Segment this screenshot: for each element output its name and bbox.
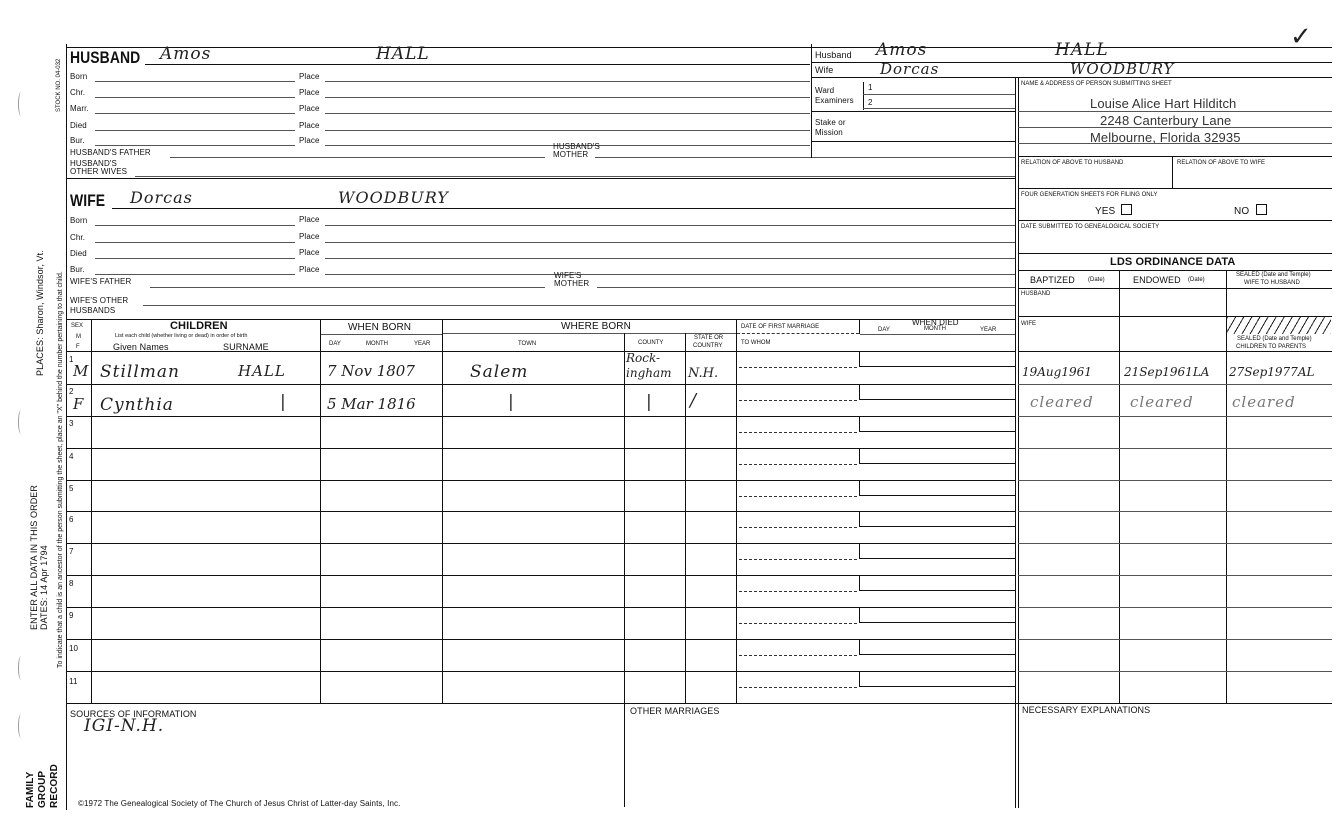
submitter-line-1 [1018,111,1332,112]
husband-section-bottom [66,178,1016,179]
row-number: 4 [69,452,74,461]
husband-died-place-label: Place [299,121,320,130]
child-2-endowed: cleared [1130,393,1194,411]
ancestor-instruction: To indicate that a child is an ancestor of the person submitting the sheet, place an "X" behind the number pertaining to that child. [57,271,64,668]
marriage-dash [739,559,857,560]
died-subline [860,334,1015,335]
born-day-header: DAY [329,341,341,347]
child-1-state: N.H. [688,366,719,381]
child-1-surname: HALL [238,362,286,380]
lds-wife-row: WIFE [1021,321,1036,327]
binder-hole-mark [18,714,24,738]
lds-title: LDS ORDINANCE DATA [1110,256,1236,268]
date-submitted-label: DATE SUBMITTED TO GENEALOGICAL SOCIETY [1021,224,1160,230]
row-number: 7 [69,547,74,556]
wife-born-date-line [95,225,295,226]
sealed-children-header-2: CHILDREN TO PARENTS [1236,344,1307,350]
form-title-record: RECORD [49,764,60,808]
lds-header-line [1018,288,1332,289]
topright-wife-surname: WOODBURY [1070,60,1175,78]
child-1-sex: M [73,362,90,380]
husband-died-label: Died [70,121,87,130]
right-column-divider-double [1018,77,1019,808]
died-bracket [859,575,1016,591]
right-column-divider [1015,77,1016,808]
endowed-date-header: (Date) [1188,277,1205,283]
died-bracket [859,448,1016,464]
husband-surname: HALL [376,44,430,64]
child-1-county-1: Rock- [626,351,661,365]
child-2-sealed: cleared [1232,393,1296,411]
submitter-line-2 [1018,127,1332,128]
died-bracket [859,384,1016,400]
col-county [685,333,686,704]
marriage-dash [739,623,857,624]
husbands-other-wives-line [135,176,1015,177]
husband-marr-date-line [95,113,295,114]
row-number: 3 [69,419,74,428]
wife-given-name: Dorcas [130,188,193,207]
table-bottom-line [66,703,1332,704]
col-died-header [859,319,860,334]
left-border [66,44,67,810]
wife-chr-place-line [325,242,1015,243]
stake-bottom-line [811,141,1016,142]
husband-died-place-line [325,130,810,131]
husbands-other-wives-label-2: OTHER WIVES [70,167,128,176]
form-title-group: GROUP [37,770,48,808]
husbands-mother-label-1: HUSBAND'S [553,142,600,151]
checkmark-icon: ✓ [1290,22,1313,52]
marriage-dash [739,432,857,433]
husband-chr-place-line [325,97,810,98]
marriage-dash [739,591,857,592]
submitter-street: 2248 Canterbury Lane [1100,113,1232,128]
wife-chr-label: Chr. [70,233,86,242]
husband-label: HUSBAND [70,48,141,67]
yes-label: YES [1095,206,1116,217]
ward-label: Ward [815,86,835,95]
marriage-dash [739,400,857,401]
marriage-dash [739,687,857,688]
examiner-2-line [863,108,1015,109]
four-gen-bottom [1018,220,1332,221]
sex-f-header: F [76,344,80,350]
state-header-1: STATE OR [694,335,724,341]
wife-born-place-label: Place [299,215,320,224]
state-header-2: COUNTRY [693,343,723,349]
places-note: PLACES: Sharon, Windsor, Vt. [35,250,45,376]
child-1-baptized: 19Aug1961 [1022,365,1092,379]
topright-wife-line [811,77,1332,78]
sources-label: SOURCES OF INFORMATION [70,709,197,719]
wife-died-label: Died [70,249,87,258]
enter-all-data-note: ENTER ALL DATA IN THIS ORDER [29,485,39,630]
no-label: NO [1234,206,1250,217]
died-year-header: YEAR [980,327,997,333]
lds-row-line [1018,384,1332,385]
died-bracket [859,607,1016,623]
sources-value: IGI-N.H. [84,716,165,736]
lds-row-line [1018,416,1332,417]
husbands-mother-line [595,157,1015,158]
husband-bur-date-line [95,145,295,146]
binder-hole-mark [18,656,24,680]
wifes-mother-label-2: MOTHER [554,279,590,288]
wifes-other-husbands-line [143,305,1015,306]
marriage-dash [739,464,857,465]
col-town [624,333,625,704]
husband-marr-place-label: Place [299,104,320,113]
wife-died-place-line [325,258,1015,259]
baptized-date-header: (Date) [1088,277,1105,283]
died-day-header: DAY [878,327,890,333]
wife-born-place-line [325,225,1015,226]
relation-to-wife-label: RELATION OF ABOVE TO WIFE [1177,160,1266,166]
child-2-born: 5 Mar 1816 [327,395,416,413]
lds-children-header-bottom [1018,351,1332,352]
submitter-bottom [1018,156,1332,157]
necessary-explanations-label: NECESSARY EXPLANATIONS [1022,705,1151,715]
husband-born-place-label: Place [299,72,320,81]
marriage-dash [739,367,857,368]
husbands-father-label: HUSBAND'S FATHER [70,148,151,157]
husband-chr-date-line [95,97,295,98]
wifes-mother-line [597,287,1015,288]
copyright: ©1972 The Genealogical Society of The Church of Jesus Christ of Latter-day Saints, Inc. [78,799,401,808]
sealed-children-header-1: SEALED (Date and Temple) [1237,336,1312,342]
lds-row-line [1018,480,1332,481]
husband-marr-label: Marr. [70,104,89,113]
wife-chr-place-label: Place [299,232,320,241]
died-bracket [859,416,1016,432]
yes-checkbox[interactable] [1121,204,1132,215]
child-1-born: 7 Nov 1807 [327,362,415,380]
died-bracket [859,511,1016,527]
marriage-dash [739,655,857,656]
husband-chr-label: Chr. [70,88,86,97]
row-number: 11 [69,677,78,686]
child-1-sealed: 27Sep1977AL [1229,365,1315,379]
husband-born-date-line [95,81,295,82]
died-month-header: MONTH [924,326,946,332]
child-1-endowed: 21Sep1961LA [1124,365,1210,379]
sealed-wife-hatch [1227,317,1331,334]
husbands-father-line [170,157,545,158]
child-2-baptized: cleared [1030,393,1094,411]
child-2-sex: F [73,395,85,413]
wife-bur-date-line [95,274,295,275]
to-whom-header: TO WHOM [741,340,771,346]
marriage-dash [739,496,857,497]
row-number: 8 [69,579,74,588]
wife-bur-label: Bur. [70,265,85,274]
row-number: 6 [69,515,74,524]
four-gen-label: FOUR GENERATION SHEETS FOR FILING ONLY [1021,192,1158,198]
wife-name-line [112,208,1015,209]
child-2-county: | [646,392,653,412]
relation-bottom [1018,188,1332,189]
topright-husband-given: Amos [876,40,928,60]
topright-wife-given: Dorcas [880,60,940,78]
wife-died-place-label: Place [299,248,320,257]
row-number: 2 [69,387,74,396]
child-1-town: Salem [470,362,529,382]
husband-chr-place-label: Place [299,88,320,97]
form-title-family: FAMILY [25,771,36,808]
wifes-father-line [150,287,545,288]
where-born-subline [443,333,736,334]
wife-chr-date-line [95,242,295,243]
surname-header: SURNAME [223,342,269,352]
child-2-state: / [690,390,698,411]
ward-bottom-line [811,111,1016,112]
wife-died-date-line [95,258,295,259]
examiners-label: Examiners [815,96,854,105]
mission-label: Mission [815,128,843,137]
child-2-town: | [508,392,515,412]
child-1-given: Stillman [100,362,180,382]
husband-bur-label: Bur. [70,136,85,145]
stake-label: Stake or [815,118,846,127]
date-submitted-bottom [1018,253,1332,254]
given-names-header: Given Names [113,342,169,352]
wifes-father-label: WIFE'S FATHER [70,277,132,286]
row-number: 5 [69,484,74,493]
relation-divider [1172,156,1173,188]
born-month-header: MONTH [366,341,388,347]
when-born-header: WHEN BORN [348,322,412,333]
children-header: CHILDREN [170,320,228,332]
wife-born-label: Born [70,216,88,225]
row-number: 1 [69,355,74,364]
relation-to-husband-label: RELATION OF ABOVE TO HUSBAND [1021,160,1124,166]
lds-row-line [1018,671,1332,672]
marriage-subline [737,333,859,334]
lds-row-line [1018,639,1332,640]
children-note: List each child (whether living or dead) in order of birth [115,333,248,339]
stock-number: STOCK NO. 04-032 [56,58,62,112]
examiners-divider [863,82,864,110]
child-2-surname: | [280,392,287,412]
where-born-header: WHERE BORN [561,321,631,332]
husbands-mother-label-2: MOTHER [553,150,589,159]
wife-label: WIFE [70,191,106,210]
marriage-dash [739,527,857,528]
submitter-header: NAME & ADDRESS OF PERSON SUBMITTING SHEET [1021,81,1172,87]
husbands-other-wives-label-1: HUSBAND'S [70,159,117,168]
husband-bur-place-label: Place [299,136,320,145]
row-number: 9 [69,611,74,620]
topright-husband-label: Husband [815,50,852,60]
submitter-line-3 [1018,143,1332,144]
binder-hole-mark [18,410,24,434]
lds-row-line [1018,607,1332,608]
row-number: 10 [69,644,79,653]
sex-m-header: M [76,334,81,340]
born-year-header: YEAR [414,341,431,347]
examiner-1: 1 [868,83,873,92]
topright-wife-label: Wife [815,65,834,75]
submitter-name: Louise Alice Hart Hilditch [1090,96,1237,111]
other-marriages-label: OTHER MARRIAGES [630,706,720,716]
child-2-given: Cynthia [100,395,174,415]
lds-title-line [1018,270,1332,271]
died-bracket [859,543,1016,559]
town-header: TOWN [518,341,537,347]
when-died-header: WHEN DIED [912,318,959,327]
dates-note: DATES: 14 Apr 1794 [39,545,49,630]
husband-name-line [145,64,810,65]
examiner-1-line [863,94,1015,95]
no-checkbox[interactable] [1256,204,1267,215]
wifes-other-husbands-label-1: WIFE'S OTHER [70,296,129,305]
lds-row-line [1018,575,1332,576]
died-bracket [859,480,1016,496]
husband-died-date-line [95,130,295,131]
examiner-2: 2 [868,98,873,107]
husband-born-place-line [325,81,810,82]
baptized-header: BAPTIZED [1030,275,1075,285]
endowed-header: ENDOWED [1133,275,1181,285]
sex-header: SEX [71,323,84,329]
lds-row-line [1018,448,1332,449]
wifes-mother-label-1: WIFE'S [554,271,582,280]
topright-husband-surname: HALL [1055,40,1109,60]
binder-hole-mark [18,92,24,116]
county-header: COUNTY [638,340,664,346]
sealed-wife-header-1: SEALED (Date and Temple) [1236,272,1311,278]
sealed-wife-header-2: WIFE TO HUSBAND [1244,280,1300,286]
wifes-other-husbands-label-2: HUSBANDS [70,306,116,315]
husband-born-label: Born [70,72,88,81]
submitter-city: Melbourne, Florida 32935 [1090,130,1241,145]
husband-marr-place-line [325,113,810,114]
when-born-subline [320,334,442,335]
died-bracket [859,639,1016,655]
lds-husband-row: HUSBAND [1021,291,1051,297]
top-border [66,47,1332,48]
died-bracket [859,351,1016,367]
husband-given-name: Amos [160,44,212,64]
lds-row-line [1018,543,1332,544]
wife-bur-place-label: Place [299,265,320,274]
footer-divider [624,703,625,807]
wife-bur-place-line [325,274,1015,275]
died-bracket [859,671,1016,687]
wife-surname: WOODBURY [338,188,449,207]
lds-row-line [1018,511,1332,512]
first-marriage-header: DATE OF FIRST MARRIAGE [741,324,820,330]
child-1-county-2: ingham [626,366,672,380]
